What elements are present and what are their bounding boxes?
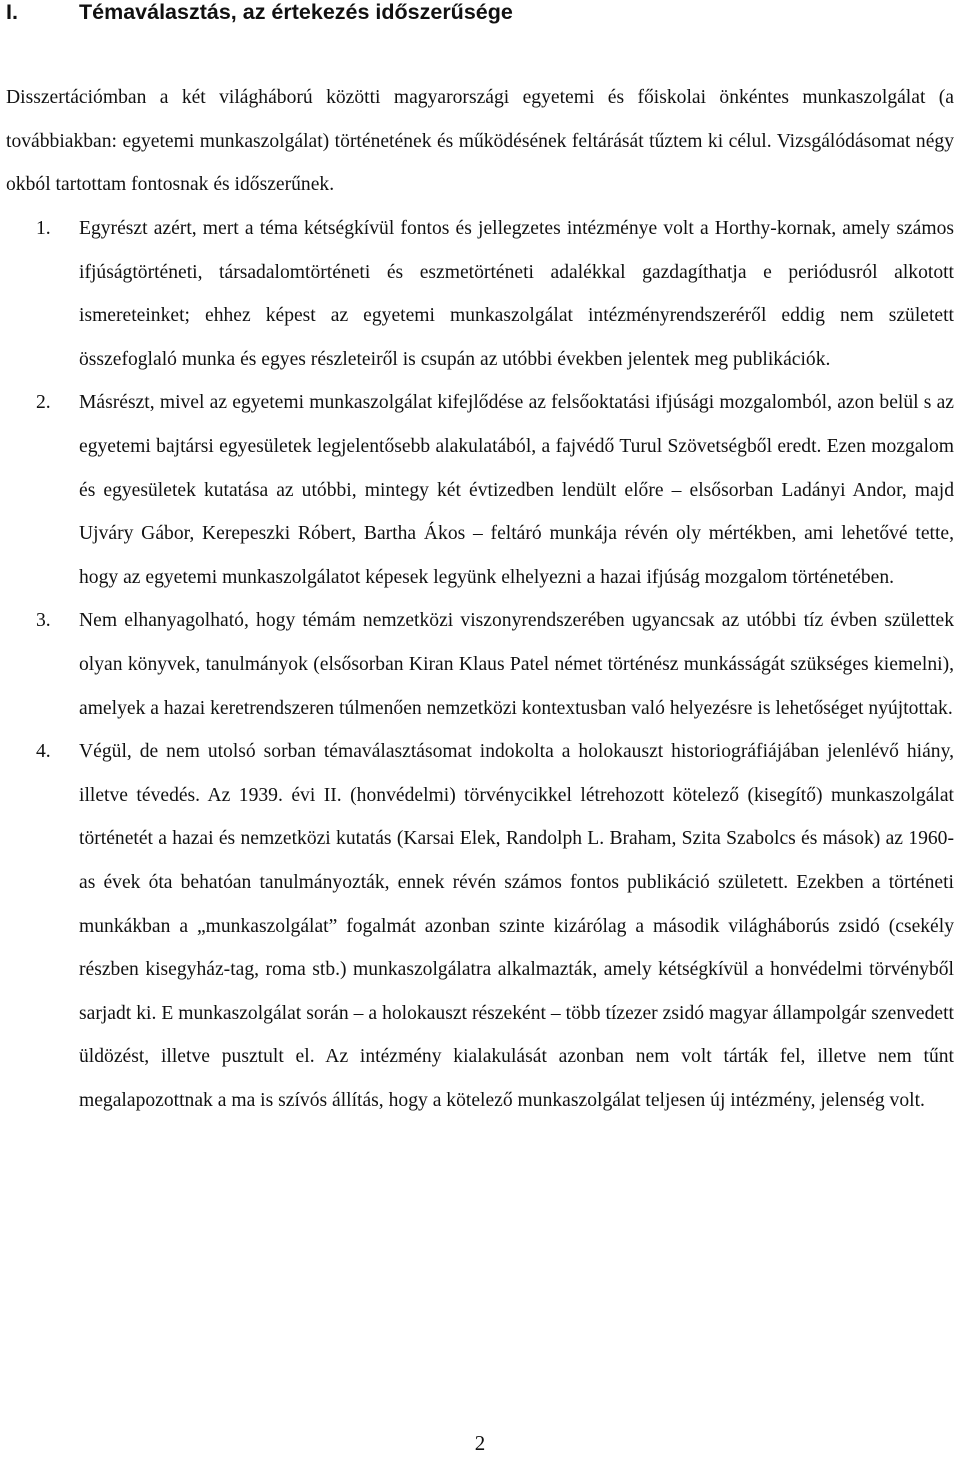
list-item-number: 4. <box>36 741 51 763</box>
section-heading <box>6 0 513 26</box>
list-item-number: 1. <box>36 218 51 239</box>
list-item-number: 2. <box>36 392 51 414</box>
list-item-number: 3. <box>36 610 51 632</box>
list-item-text: Nem elhanyagolható, hogy témám nemzetközi viszonyrendszerében ugyancsak az utóbbi tíz évben születtek olyan könyvek, tanulmányok (elsősorban Kiran Klaus Patel német történész munkásságát szükséges kiemelni), amelyek a hazai keretrendszeren túlmenően nemzetközi kontextusban való helyezésre is lehetőséget nyújtottak. <box>79 610 954 719</box>
page-number: 2 <box>474 1431 486 1455</box>
list-item-text: Végül, de nem utolsó sorban témaválasztásomat indokolta a holokauszt historiográfiájában jelenlévő hiány, illetve tévedés. Az 1939. évi II. (honvédelmi) törvénycikkel létrehozott kötelező (kisegítő) munkaszolgálat történetét a hazai és nemzetközi kutatás (Karsai Elek, Randolph L. Braham, Szita Szabolcs és mások) az 1960-as évek óta behatóan tanulmányozták, ennek révén számos fontos publikáció született. Ezekben a történeti munkákban a „munkaszolgálat” fogalmát azonban szinte kizárólag a második világháborús zsidó (csekély részben kisegyház-tag, roma stb.) munkaszolgálatra alkalmazták, amely kétségkívül a honvédelmi törvényből sarjadt ki. E munkaszolgálat során – a holokauszt részeként – több tízezer zsidó magyar állampolgár szenvedett üldözést, illetve pusztult el. Az intézmény kialakulását azonban nem volt tárták fel, illetve nem tűnt megalapozottnak a ma is szívós állítás, hogy a kötelező munkaszolgálat teljesen új intézmény, jelenség volt. <box>79 741 954 1111</box>
list-item <box>36 381 954 599</box>
list-item-text: Egyrészt azért, mert a téma kétségkívül fontos és jellegzetes intézménye volt a Horthy-kornak, amely számos ifjúságtörténeti, társadalomtörténeti és eszmetörténeti adalékkal gazdagíthatja e periódusról alkotott ismereteinket; ehhez képest az egyetemi munkaszolgálat intézményrendszeréről eddig nem született összefoglaló munka és egyes részleteiről is csupán az utóbbi években jelentek meg publikációk. <box>79 218 954 370</box>
list-item <box>36 730 954 1122</box>
intro-paragraph: Disszertációmban a két világháború közötti magyarországi egyetemi és főiskolai önkéntes munkaszolgálat (a továbbiakban: egyetemi munkaszolgálat) történetének és működésének feltárását tűztem ki célul. Vizsgálódásomat négy okból tartottam fontosnak és időszerűnek. <box>6 87 954 196</box>
section-title: Témaválasztás, az értekezés időszerűsége <box>79 0 513 24</box>
list-item <box>36 207 954 381</box>
section-number: I. <box>6 0 18 24</box>
list-item-text: Másrészt, mivel az egyetemi munkaszolgálat kifejlődése az felsőoktatási ifjúsági mozgalomból, azon belül s az egyetemi bajtársi egyesületek legjelentősebb alakulatából, a fajvédő Turul Szövetségből eredt. Ezen mozgalom és egyesületek kutatása az utóbbi, mintegy két évtizedben lendült előre – elsősorban Ladányi Andor, majd Ujváry Gábor, Kerepeszki Róbert, Bartha Ákos – feltáró munkája révén oly mértékben, ami lehetővé tette, hogy az egyetemi munkaszolgálatot képesek legyünk elhelyezni a hazai ifjúság mozgalom történetében. <box>79 392 954 588</box>
list-item <box>36 599 954 730</box>
reasons-list <box>36 207 954 1122</box>
